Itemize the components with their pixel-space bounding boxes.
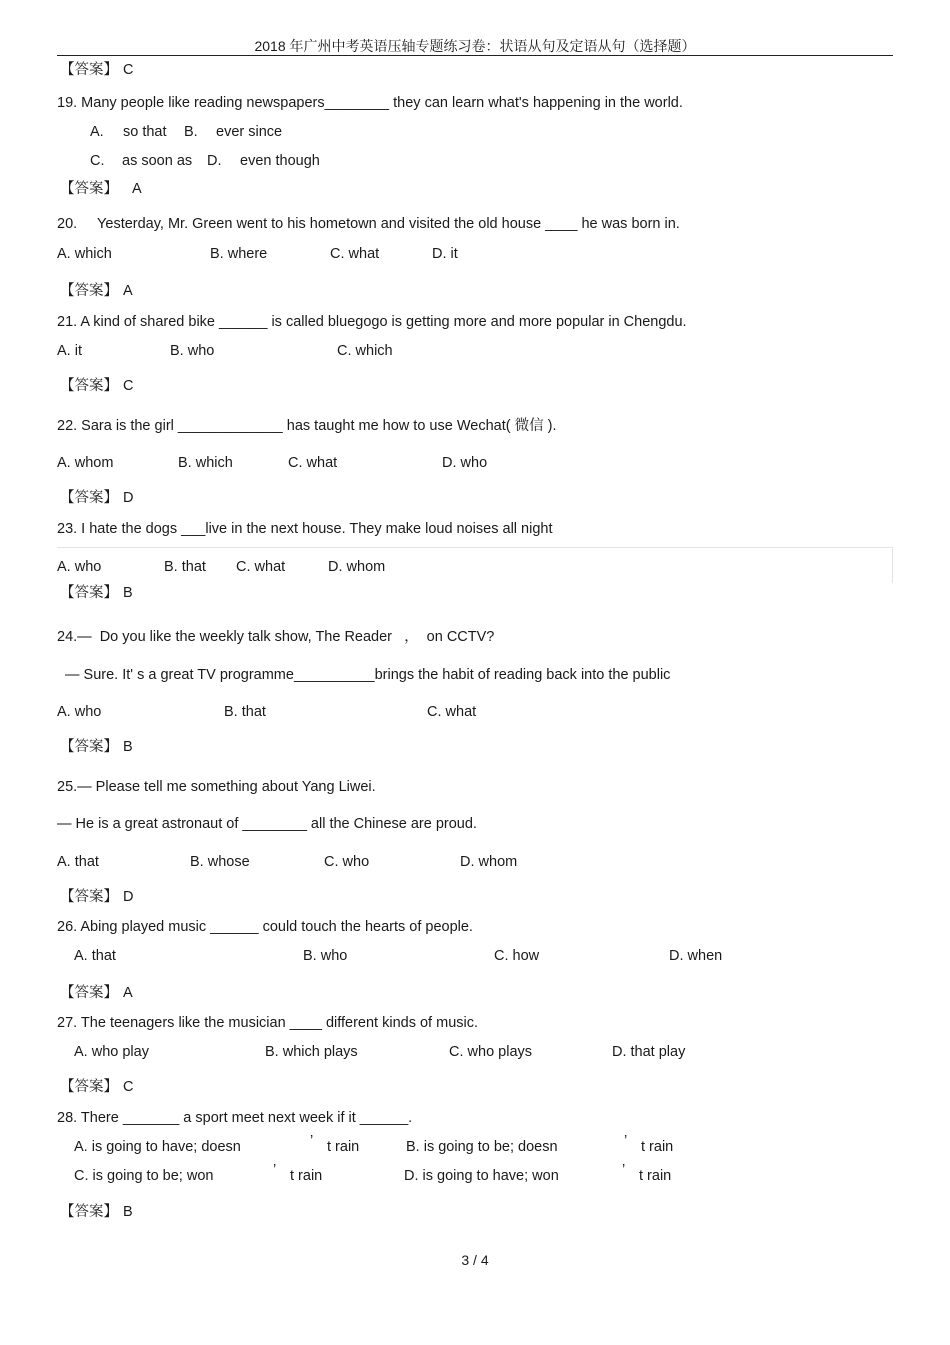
question-26-stem: 26. Abing played music ______ could touch the hearts of people. [57,919,473,935]
answer-label: 【答案】 [60,985,118,1001]
option: B. who [170,343,215,359]
option: C. is going to be; won [74,1168,214,1184]
option: D. is going to have; won [404,1168,559,1184]
answer-value: C [123,378,134,394]
question-25-line2: — He is a great astronaut of ________ all the Chinese are proud. [57,816,477,832]
option: D. whom [460,854,518,870]
option: D. whom [328,559,386,575]
option-tail: t rain [290,1168,323,1184]
option: B. whose [190,854,250,870]
question-25-stem: 25.— Please tell me something about Yang Liwei. [57,779,376,795]
answer-label: 【答案】 [60,739,118,755]
answer-label: 【答案】 [60,585,118,601]
option-letter: D. [207,153,222,169]
apostrophe: ’ [273,1162,277,1178]
option-text: even though [240,153,320,169]
option: D. who [442,455,488,471]
answer-value: D [123,889,134,905]
option: D. it [432,246,458,262]
option-letter: B. [184,124,198,140]
answer-label: 【答案】 [60,62,118,78]
option: B. where [210,246,268,262]
apostrophe: ’ [310,1133,314,1149]
question-27-stem: 27. The teenagers like the musician ____ different kinds of music. [57,1015,479,1031]
page-number: 3 / 4 [461,1252,489,1268]
option: B. that [164,559,206,575]
option: B. is going to be; doesn [406,1139,558,1155]
option: B. which plays [265,1044,358,1060]
question-24-stem: 24.— Do you like the weekly talk show, The Reader ， on CCTV? [57,629,495,645]
answer-value: B [123,585,133,601]
question-24-line2: — Sure. It' s a great TV programme__________brings the habit of reading back into the public [65,667,671,683]
option: B. who [303,948,348,964]
answer-label: 【答案】 [60,1204,118,1220]
question-23-stem: 23. I hate the dogs ___live in the next house. They make loud noises all night [57,521,553,537]
answer-label: 【答案】 [60,1079,118,1095]
answer-value: C [123,62,134,78]
option-tail: t rain [641,1139,674,1155]
page-header: 2018 年广州中考英语压轴专题练习卷：状语从句及定语从句（选择题） [254,38,696,54]
option: B. which [178,455,233,471]
answer-label: 【答案】 [60,889,118,905]
question-28-stem: 28. There _______ a sport meet next week if it ______. [57,1110,413,1126]
answer-value: A [123,283,133,299]
option: C. what [236,559,286,575]
option: C. who plays [449,1044,533,1060]
option: A. who [57,559,102,575]
option: C. which [337,343,393,359]
answer-label: 【答案】 [60,490,118,506]
answer-value: A [132,181,142,197]
apostrophe: ’ [622,1162,626,1178]
answer-label: 【答案】 [60,378,118,394]
option: C. who [324,854,370,870]
answer-value: B [123,1204,133,1220]
answer-value: D [123,490,134,506]
answer-label: 【答案】 [60,283,118,299]
option: A. which [57,246,112,262]
option: C. how [494,948,540,964]
option-text: so that [123,124,167,140]
option: A. who play [74,1044,149,1060]
option-letter: C. [90,153,105,169]
option: D. that play [612,1044,686,1060]
option-text: as soon as [122,153,193,169]
answer-value: C [123,1079,134,1095]
answer-value: B [123,739,133,755]
question-22-stem: 22. Sara is the girl _____________ has taught me how to use Wechat( 微信 ). [57,418,557,434]
question-19-stem: 19. Many people like reading newspapers________ they can learn what's happening in the world. [57,95,683,111]
answer-value: A [123,985,133,1001]
option: A. who [57,704,102,720]
header-rule [57,55,893,56]
option-letter: A. [90,124,104,140]
option: C. what [330,246,380,262]
option: C. what [427,704,477,720]
option: A. it [57,343,82,359]
option: D. when [669,948,723,964]
option-tail: t rain [639,1168,672,1184]
option: A. that [74,948,116,964]
option: A. whom [57,455,114,471]
answer-label: 【答案】 [60,181,118,197]
option-text: ever since [216,124,283,140]
option: A. that [57,854,99,870]
question-21-stem: 21. A kind of shared bike ______ is called bluegogo is getting more and more popular in Chengdu. [57,314,687,330]
apostrophe: ’ [624,1133,628,1149]
option: A. is going to have; doesn [74,1139,241,1155]
question-20-stem: 20. Yesterday, Mr. Green went to his hometown and visited the old house ____ he was born in. [57,216,680,232]
option-tail: t rain [327,1139,360,1155]
option: C. what [288,455,338,471]
option: B. that [224,704,266,720]
